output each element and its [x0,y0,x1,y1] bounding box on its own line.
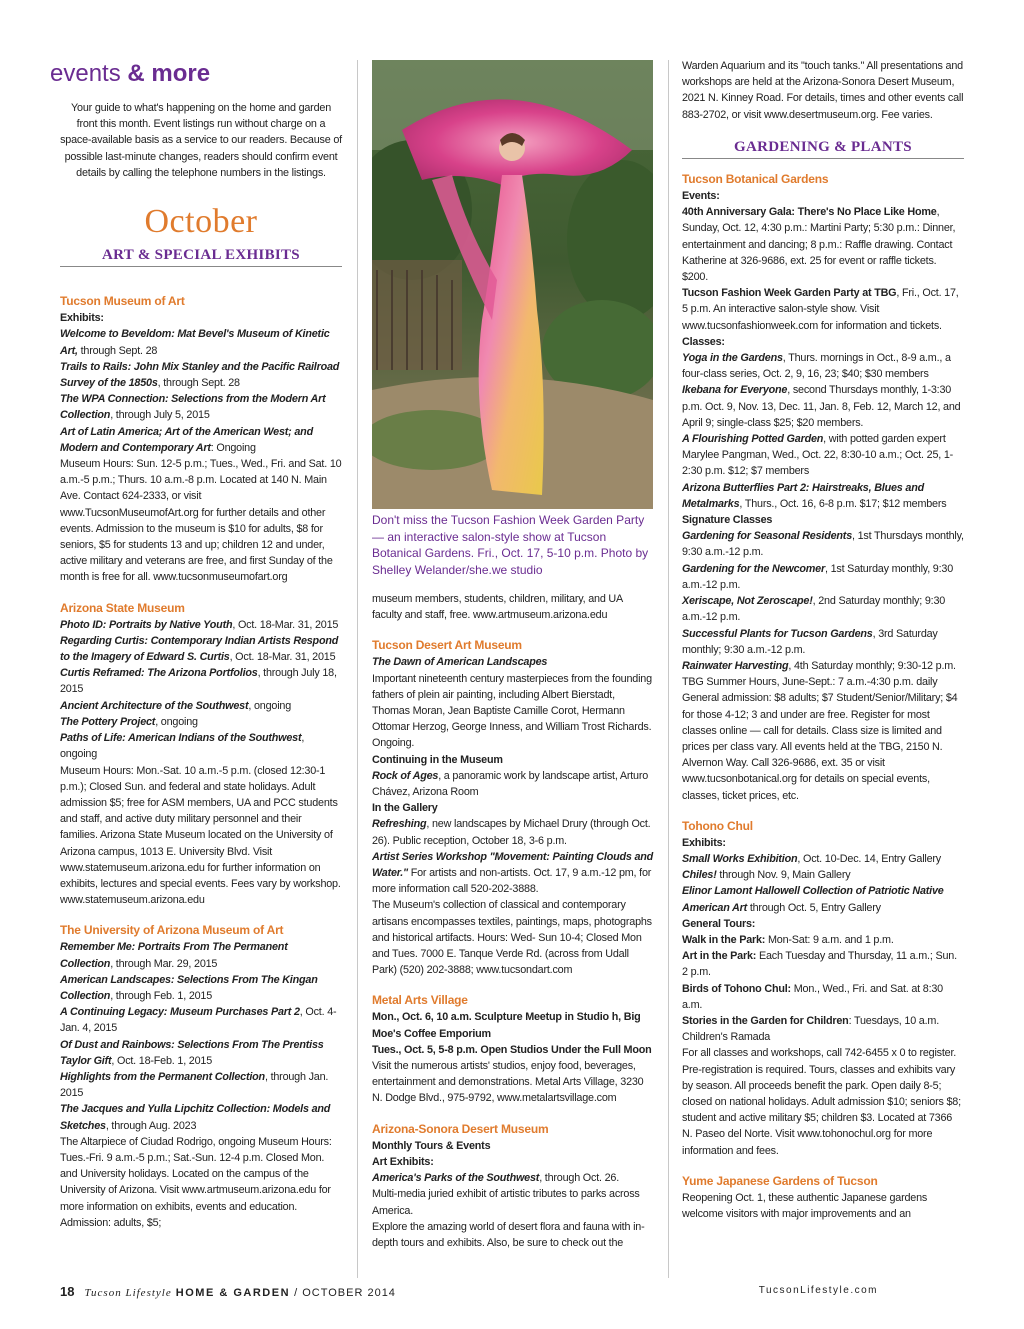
section-name: HOME & GARDEN [175,1287,291,1299]
listing-name: Arizona State Museum [60,600,185,615]
fashion-photo [372,60,653,509]
listing-yume-gardens [682,1173,964,1222]
listing-subhead: Exhibits: [682,836,726,849]
listing-subhead: Continuing in the Museum [372,753,503,766]
listing-body: For all classes and workshops, call 742-6455 x 0 to register. Pre-registration is required. Tours, classes and exhibits vary by season. All proceeds benefit the park. Open daily 8-5; closed on national holidays. Adult admission $10; seniors $8; student and active military $5; children $3. Located at 7366 N. Paseo del Norte. Visit www.tohonochul.org for more information and fees. [682,1047,961,1157]
listing-item: Highlights from the Permanent Collection, through Jan. 2015 [60,1070,329,1100]
listing-item: 40th Anniversary Gala: There's No Place Like Home, Sunday, Oct. 12, 4:30 p.m.: Martini Party; 5:30 p.m.: Dinner, entertainment and dancing; 8 p.m.: Raffle drawing. Contact Katherine at 326-9686, ext. 25 for event or raffle tickets. $200. [682,206,956,284]
listing-body: TBG Summer Hours, June-Sept.: 7 a.m.-4:30 p.m. daily General admission: $8 adults; $7 Student/Senior/Military; $4 for those 4-12; 3 and under are free. Register for most classes online — call for details. Class size is limited and prices per class vary. All events held at the TBG, 2150 N. Alvernon Way. Call 326-9686, ext. 35 or visit www.tucsonbotanical.org for details on special events, classes, ticket prices, etc. [682,676,958,802]
column-1 [50,60,342,1231]
website-url: TucsonLifestyle.com [758,1285,878,1296]
listing-body: Multi-media juried exhibit of artistic tributes to parks across America. [372,1188,640,1217]
listing-item: Stories in the Garden for Children: Tuesdays, 10 a.m. Children's Ramada [682,1014,939,1044]
listing-item: Birds of Tohono Chul: Mon., Wed., Fri. and Sat. at 8:30 a.m. [682,982,943,1011]
listing-item: Remember Me: Portraits From The Permanent Collection, through Mar. 29, 2015 [60,941,288,970]
listing-item: Ancient Architecture of the Southwest, ongoing [60,699,292,712]
listing-item: Art of Latin America; Art of the American West; and Modern and Contemporary Art: Ongoing [60,425,313,454]
listing-name: Tucson Desert Art Museum [372,638,522,653]
listing-item: Rainwater Harvesting, 4th Saturday monthly; 9:30-12 p.m. [682,659,956,672]
listing-item: Rock of Ages, a panoramic work by landscape artist, Arturo Chávez, Arizona Room [372,769,649,799]
listing-item: Gardening for Seasonal Residents, 1st Thursdays monthly, 9:30 a.m.-12 p.m. [682,530,964,559]
listing-subhead: Exhibits: [60,312,104,325]
listing-item: Xeriscape, Not Zeroscape!, 2nd Saturday monthly; 9:30 a.m.-12 p.m. [682,595,946,624]
listing-name: Tucson Museum of Art [60,294,185,309]
listing-subhead: Mon., Oct. 6, 10 a.m. Sculpture Meetup in Studio h, Big Moe's Coffee Emporium [372,1011,641,1040]
listing-body: Explore the amazing world of desert flora and fauna with in-depth tours and exhibits. Also, be sure to check out the [372,1220,645,1249]
title-light: events [50,60,121,87]
listing-item: Small Works Exhibition, Oct. 10-Dec. 14, Entry Gallery [682,852,941,865]
listing-item: Arizona Butterflies Part 2: Hairstreaks, Blues and Metalmarks, Thurs., Oct. 16, 6-8 p.m. $17; $12 members [682,481,947,510]
month-heading: October [144,203,258,241]
listing-item: Art in the Park: Each Tuesday and Thursday, 11 a.m.; Sun. 2 p.m. [682,950,957,979]
listing-body: The Museum's collection of classical and contemporary artisans encompasses textiles, paintings, maps, photographs and historical artifacts. Hours: Wed- Sun 10-4; Closed Mon and Tues. 7000 E. Tanque Verde Rd. (across from Udall Park) (520) 202-3888; www.tucsondart.com [372,899,652,977]
column-2 [372,591,654,1251]
listing-subhead: Classes: [682,335,725,348]
listing-name: Metal Arts Village [372,993,468,1008]
title-bold: & more [127,60,211,87]
listing-item: Ikebana for Everyone, second Thursdays monthly, 1-3:30 p.m. Oct. 9, Nov. 13, Dec. 11, Jan. 8, Feb. 12, March 12, and April 9; single-class $25; $20 members. [682,384,961,429]
listing-name: Yume Japanese Gardens of Tucson [682,1173,878,1188]
listing-item: America's Parks of the Southwest, through Oct. 26. [372,1172,620,1185]
listing-item: Elinor Lamont Hallowell Collection of Patriotic Native American Art through Oct. 5, Entry Gallery [682,885,944,914]
footer-separator: / [290,1287,303,1299]
listing-item: Chiles! through Nov. 9, Main Gallery [682,869,851,882]
listing-item: A Flourishing Potted Garden, with potted garden expert Marylee Pangman, Wed., Oct. 22, 8:30-10 a.m.; Oct. 25, 1-2:30 p.m. $12; $7 members [682,433,954,478]
listing-subhead: Events: [682,190,720,203]
listing-item: Tucson Fashion Week Garden Party at TBG, Fri., Oct. 17, 5 p.m. An interactive salon-style show. Visit www.tucsonfashionweek.com for information and tickets. [682,287,959,332]
listing-item: Paths of Life: American Indians of the Southwest, ongoing [60,732,305,761]
listing-item: Refreshing, new landscapes by Michael Drury (through Oct. 26). Public reception, October 18, 3-6 p.m. [372,818,651,847]
listing-body: The Altarpiece of Ciudad Rodrigo, ongoing Museum Hours: Tues.-Fri. 9 a.m.-5 p.m.; Sat.-Sun. 12-4 p.m. Closed Mon. and University holidays. Located on the campus of the University of Arizona. Visit www.artmuseum.arizona.edu for more information on exhibits, events and education. Admission: adults, $5; [60,1135,332,1229]
listing-subhead: Signature Classes [682,514,773,527]
listing-tucson-museum-of-art [60,293,342,585]
listing-name: Tohono Chul [682,818,753,833]
column-rule-right [668,60,669,1278]
listing-body: Museum Hours: Mon.-Sat. 10 a.m.-5 p.m. (closed 12:30-1 p.m.); Closed Sun. and federal and state holidays. Adult admission $5; free for ASM members, UA and PCC students and staff, and active duty military personnel and their families. Arizona State Museum located on the University of Arizona campus, 1013 E. University Blvd. Visit www.statemuseum.arizona.edu for further information on exhibits, lectures and special events. Fees vary by workshop. www.statemuseum.arizona.edu [60,764,341,907]
listing-item: Gardening for the Newcomer, 1st Saturday monthly, 9:30 a.m.-12 p.m. [682,562,954,591]
listing-ua-museum-of-art [60,922,342,1231]
listing-item: A Continuing Legacy: Museum Purchases Part 2, Oct. 4-Jan. 4, 2015 [60,1006,337,1035]
listing-subhead: In the Gallery [372,802,438,815]
column-3 [682,58,964,1222]
listing-item: Of Dust and Rainbows: Selections From The Prentiss Taylor Gift, Oct. 18-Feb. 1, 2015 [60,1038,324,1067]
page-title [50,60,342,88]
listing-desert-museum [372,1121,654,1251]
listing-item: Welcome to Beveldom: Mat Bevel's Museum of Kinetic Art, through Sept. 28 [60,328,330,357]
listing-item: Regarding Curtis: Contemporary Indian Artists Respond to the Imagery of Edward S. Curtis, Oct. 18-Mar. 31, 2015 [60,634,339,664]
listing-subhead: General Tours: [682,917,756,930]
listing-item: American Landscapes: Selections From The Kingan Collection, through Feb. 1, 2015 [60,973,318,1002]
listing-body: Important nineteenth century masterpieces from the founding fathers of plein air painting, including Albert Bierstadt, Thomas Moran, Jean Baptiste Camille Corot, Hermann Ottomar Herzog, George Inness, and William Trost Richards. Ongoing. [372,672,652,750]
listing-subhead: Monthly Tours & Events [372,1139,491,1152]
magazine-name: Tucson Lifestyle [84,1287,172,1299]
column-rule-left [357,60,358,1278]
continued-text: museum members, students, children, military, and UA faculty and staff, free. www.artmuseum.arizona.edu [372,593,623,622]
listing-item: The WPA Connection: Selections from the Modern Art Collection, through July 5, 2015 [60,393,326,422]
issue-date: OCTOBER 2014 [302,1287,396,1299]
listing-arizona-state-museum [60,600,342,909]
listing-metal-arts-village [372,992,654,1106]
page-footer [60,1284,396,1299]
listing-body: Visit the numerous artists' studios, enjoy food, beverages, entertainment and demonstrations. Metal Arts Village, 3230 N. Dodge Blvd., 975-9792, www.metalartsvillage.com [372,1060,644,1105]
page-number: 18 [60,1284,75,1299]
listing-item: The Jacques and Yulla Lipchitz Collection: Models and Sketches, through Aug. 2023 [60,1103,331,1132]
continued-text: Warden Aquarium and its "touch tanks." All presentations and workshops are held at the Arizona-Sonora Desert Museum, 2021 N. Kinney Road. For details, times and other events call 883-2702, or visit www.desertmuseum.org. Fee varies. [682,60,964,121]
listing-tucson-botanical-gardens [682,171,964,804]
photo-caption: Don't miss the Tucson Fashion Week Garden Party — an interactive salon-style show at Tucson Botanical Gardens. Fri., Oct. 17, 5-10 p.m. Photo by Shelley Welander/she.we studio [372,513,649,577]
intro-text: Your guide to what's happening on the home and garden front this month. Event listings run without charge on a space-available basis as a service to our readers. Because of possible last-minute changes, readers should confirm event details by calling the telephone numbers in the listings. [60,102,342,179]
listing-name: The University of Arizona Museum of Art [60,923,284,938]
listing-item: The Dawn of American Landscapes [372,656,548,669]
listing-item: Artist Series Workshop "Movement: Painting Clouds and Water." For artists and non-artists. Oct. 17, 9 a.m.-12 pm, for more information call 520-202-3888. [372,850,654,896]
listing-name: Tucson Botanical Gardens [682,172,829,187]
listing-tucson-desert-art-museum [372,637,654,978]
listing-subhead: Tues., Oct. 5, 5-8 p.m. Open Studios Under the Full Moon [372,1043,652,1056]
listing-item: Successful Plants for Tucson Gardens, 3rd Saturday monthly; 9:30 a.m.-12 p.m. [682,627,938,656]
listing-subhead: Art Exhibits: [372,1155,434,1168]
listing-item: Curtis Reframed: The Arizona Portfolios, through July 18, 2015 [60,667,337,696]
listing-item: Photo ID: Portraits by Native Youth, Oct. 18-Mar. 31, 2015 [60,618,339,631]
section-heading-gardening: GARDENING & PLANTS [682,139,964,159]
section-heading-art: ART & SPECIAL EXHIBITS [60,247,342,267]
listing-item: Trails to Rails: John Mix Stanley and the Pacific Railroad Survey of the 1850s, through Sept. 28 [60,360,340,390]
listing-item: Walk in the Park: Mon-Sat: 9 a.m. and 1 p.m. [682,933,894,946]
listing-body: Reopening Oct. 1, these authentic Japanese gardens welcome visitors with major improvements and an [682,1191,928,1220]
listing-tohono-chul [682,818,964,1159]
listing-item: The Pottery Project, ongoing [60,715,198,728]
listing-name: Arizona-Sonora Desert Museum [372,1121,549,1136]
listing-item: Yoga in the Gardens, Thurs. mornings in Oct., 8-9 a.m., a four-class series, Oct. 2, 9, 16, 23; $40; $30 members [682,352,951,381]
listing-body: Museum Hours: Sun. 12-5 p.m.; Tues., Wed., Fri. and Sat. 10 a.m.-5 p.m.; Thurs. 10 a.m.-8 p.m. Located at 140 N. Main Ave. Contact 624-2333, or visit www.TucsonMuseumofArt.org for further details and other events. Admission to the museum is $10 for adults, $8 for seniors, $5 for students 13 and up; children 12 and under, active military and veterans are free, and first Sunday of the month is free for all. www.tucsonmuseumofart.org [60,458,342,584]
